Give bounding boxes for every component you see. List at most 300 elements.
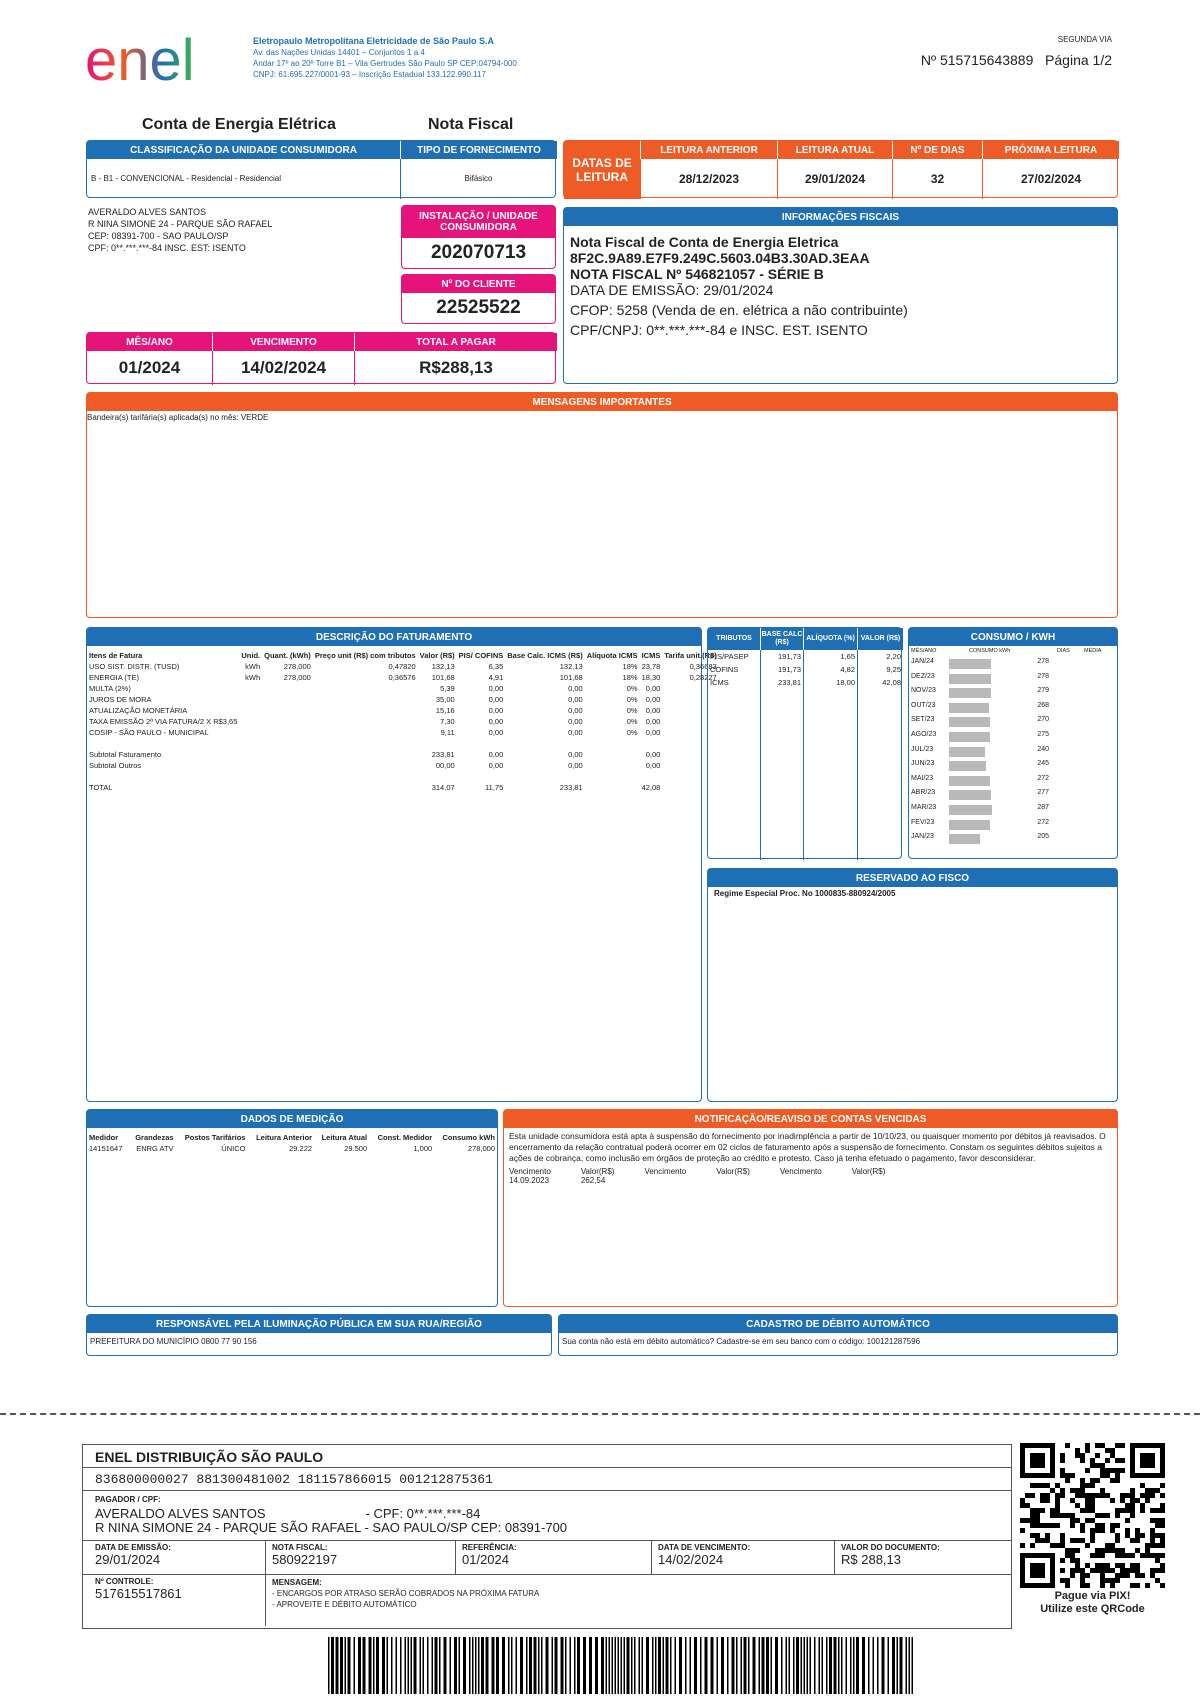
faturamento-cell: 0,00 xyxy=(488,728,504,737)
medicao-col-1: Grandezas xyxy=(135,1133,174,1142)
company-address-2: Andar 17º ao 20º Torre B1 – Vila Gertrudes São Paulo SP CEP:04794-000 xyxy=(253,59,517,68)
table-row xyxy=(87,672,719,683)
consumo-bar xyxy=(949,732,990,742)
nota-value: 580922197 xyxy=(272,1552,338,1567)
faturamento-cell: 18% xyxy=(622,673,638,682)
consumo-month: NOV/23 xyxy=(911,687,936,695)
faturamento-box xyxy=(86,627,717,1102)
cliente-endereco: R NINA SIMONE 24 - PARQUE SÃO RAFAEL xyxy=(88,219,273,229)
faturamento-cell: 233,81 xyxy=(559,783,583,792)
medicao-cell: ÚNICO xyxy=(221,1144,246,1153)
faturamento-cell xyxy=(262,727,313,738)
consumo-bar xyxy=(949,820,990,830)
num-cliente-box xyxy=(401,274,556,324)
faturamento-cell: 23,78 xyxy=(641,662,661,671)
tributos-cell: 2,20 xyxy=(886,652,901,661)
notificacao-col-vencimento-2: Vencimento xyxy=(644,1167,687,1176)
pix-qr-code[interactable] xyxy=(1020,1443,1165,1588)
faturamento-cell: 101,68 xyxy=(559,673,583,682)
medicao-col-3: Leitura Anterior xyxy=(256,1133,313,1142)
tributos-cell: COFINS xyxy=(710,665,739,674)
consumo-bar xyxy=(949,688,991,698)
mensagem-linha-2: - APROVEITE E DÉBITO AUTOMÁTICO xyxy=(272,1600,417,1609)
instalacao-header: INSTALAÇÃO / UNIDADE CONSUMIDORA xyxy=(402,206,555,238)
faturamento-cell xyxy=(239,705,262,716)
consumo-bar xyxy=(949,761,986,771)
medicao-header: DADOS DE MEDIÇÃO xyxy=(87,1110,497,1128)
pagador-label: PAGADOR / CPF: xyxy=(95,1495,161,1504)
notificacao-vencimento-1: 14.09.2023 xyxy=(509,1176,550,1185)
faturamento-col-7: Alíquota ICMS xyxy=(586,651,638,660)
tributos-cell: ICMS xyxy=(710,678,729,687)
faturamento-cell: 132,13 xyxy=(431,662,455,671)
faturamento-cell: 00,00 xyxy=(435,761,455,770)
notificacao-valor-1: 262,54 xyxy=(580,1176,606,1185)
medicao-col-4: Leitura Atual xyxy=(321,1133,368,1142)
consumo-col-3: MÉDIA xyxy=(1084,648,1102,654)
faturamento-cell xyxy=(262,782,313,793)
leitura-header-2: Nº DE DIAS xyxy=(892,141,982,159)
tributos-col-1: BASE CALC (R$) xyxy=(760,628,803,650)
faturamento-cell xyxy=(640,771,663,782)
barcode xyxy=(328,1637,916,1694)
consumo-month: MAR/23 xyxy=(911,804,937,811)
faturamento-cell: 0,00 xyxy=(645,761,661,770)
medicao-col-0: Medidor xyxy=(89,1133,119,1142)
consumo-box xyxy=(908,627,1118,859)
informacoes-fiscais-box xyxy=(563,207,1118,384)
faturamento-col-9: Tarifa unit.(R$) xyxy=(664,651,717,660)
cliente-cpf: CPF: 0**.***.***-84 INSC. EST: ISENTO xyxy=(88,243,246,253)
iluminacao-text: PREFEITURA DO MUNICÍPIO 0800 77 90 156 xyxy=(90,1337,257,1346)
notificacao-col-valor: Valor(R$) xyxy=(580,1167,615,1176)
pagador-nome: AVERALDO ALVES SANTOS xyxy=(95,1506,266,1521)
faturamento-cell: 0,00 xyxy=(645,750,661,759)
faturamento-cell xyxy=(313,727,418,738)
faturamento-cell: 0,00 xyxy=(488,750,504,759)
fiscal-cpf-cnpj: CPF/CNPJ: 0**.***.***-84 e INSC. EST. ISENTO xyxy=(570,322,868,338)
informacoes-fiscais-header: INFORMAÇÕES FISCAIS xyxy=(564,208,1117,226)
fiscal-data-emissao: DATA DE EMISSÃO: 29/01/2024 xyxy=(570,282,774,298)
faturamento-cell: 233,81 xyxy=(431,750,455,759)
medicao-cell: 29.500 xyxy=(344,1144,368,1153)
faturamento-cell: Subtotal Faturamento xyxy=(89,750,162,759)
cut-line xyxy=(0,1413,1200,1415)
medicao-cell: 29.222 xyxy=(289,1144,313,1153)
faturamento-cell: 0,00 xyxy=(645,728,661,737)
faturamento-cell xyxy=(262,771,313,782)
faturamento-cell: 0% xyxy=(626,684,638,693)
iluminacao-box xyxy=(86,1314,552,1356)
tributos-divider-3 xyxy=(857,650,858,860)
table-row xyxy=(87,771,719,782)
tipo-fornecimento-header: TIPO DE FORNECIMENTO xyxy=(400,141,557,159)
faturamento-cell: 0,00 xyxy=(568,717,583,726)
mensagens-text: Bandeira(s) tarifária(s) aplicada(s) no mês: VERDE xyxy=(87,413,269,422)
consumo-value: 245 xyxy=(1037,760,1049,768)
faturamento-col-4: Valor (R$) xyxy=(419,651,455,660)
leitura-value-1: 29/01/2024 xyxy=(777,159,892,199)
faturamento-cell: 101,68 xyxy=(431,673,455,682)
faturamento-cell: 15,16 xyxy=(435,706,455,715)
pix-text-1: Pague via PIX! xyxy=(1054,1590,1131,1602)
consumo-value: 275 xyxy=(1037,731,1049,738)
faturamento-cell: 42,08 xyxy=(641,783,661,792)
referencia-value: 01/2024 xyxy=(462,1552,509,1567)
table-row xyxy=(87,694,719,705)
notificacao-text: Esta unidade consumidora está apta à suspensão do fornecimento por inadimplência a partir de 10/10/23, ou quaisquer momento por débitos já reavisados. O encerramento da relação contratual poderá ocorrer em 02 ciclos de faturamento após a suspensão de fornecimento. Constam os seguintes débitos sujeitos a ações de cobrança, como inclusão em órgãos de proteção ao crédito e protesto. Caso já tenha efetuado o pagamento, favor desconsiderar. xyxy=(509,1131,1106,1163)
leitura-header-0: LEITURA ANTERIOR xyxy=(640,141,777,159)
mensagem-linha-1: - ENCARGOS POR ATRASO SERÃO COBRADOS NA PRÓXIMA FATURA xyxy=(272,1589,540,1598)
faturamento-cell xyxy=(313,738,418,749)
tipo-fornecimento-value: Bifásico xyxy=(464,174,493,183)
faturamento-cell xyxy=(239,727,262,738)
controle-value: 517615517861 xyxy=(95,1586,182,1601)
resumo-value-1: 14/02/2024 xyxy=(212,351,354,385)
medicao-col-6: Consumo kWh xyxy=(442,1133,495,1142)
faturamento-cell xyxy=(585,738,640,749)
faturamento-cell: 35,00 xyxy=(435,695,455,704)
faturamento-cell xyxy=(87,771,239,782)
faturamento-cell: 0,00 xyxy=(568,761,583,770)
fiscal-cfop: CFOP: 5258 (Venda de en. elétrica a não contribuinte) xyxy=(570,302,908,318)
resumo-header-2: TOTAL A PAGAR xyxy=(354,333,557,351)
consumo-month: ABR/23 xyxy=(911,789,936,797)
fisco-box xyxy=(707,868,1118,1102)
nota-label: NOTA FISCAL: xyxy=(272,1543,328,1552)
pagador-endereco: R NINA SIMONE 24 - PARQUE SÃO RAFAEL - SAO PAULO/SP CEP: 08391-700 xyxy=(95,1520,568,1535)
iluminacao-header: RESPONSÁVEL PELA ILUMINAÇÃO PÚBLICA EM SUA RUA/REGIÃO xyxy=(87,1315,551,1333)
resumo-box xyxy=(86,332,556,384)
faturamento-cell: USO SIST. DISTR. (TUSD) xyxy=(89,662,180,671)
faturamento-cell xyxy=(313,749,418,760)
boleto-title: ENEL DISTRIBUIÇÃO SÃO PAULO xyxy=(83,1445,1011,1468)
valor-value: R$ 288,13 xyxy=(841,1552,901,1567)
consumo-bar xyxy=(949,659,991,669)
table-row xyxy=(87,782,719,793)
debito-header: CADASTRO DE DÉBITO AUTOMÁTICO xyxy=(559,1315,1117,1333)
debito-text: Sua conta não está em débito automático? Cadastre-se em seu banco com o código: 100121287596 xyxy=(562,1337,921,1346)
tributos-divider-2 xyxy=(803,650,804,860)
consumo-bar xyxy=(949,717,990,727)
classificacao-header: CLASSIFICAÇÃO DA UNIDADE CONSUMIDORA xyxy=(87,141,400,159)
faturamento-cell: kWh xyxy=(245,662,261,671)
table-row xyxy=(87,661,719,672)
faturamento-cell xyxy=(585,760,640,771)
resumo-value-2: R$288,13 xyxy=(354,351,557,385)
faturamento-cell xyxy=(239,738,262,749)
faturamento-cell: 6,35 xyxy=(488,662,504,671)
faturamento-cell: 0,00 xyxy=(488,695,504,704)
fisco-text: Regime Especial Proc. No 1000835-880924/2005 xyxy=(714,889,896,898)
faturamento-cell xyxy=(313,694,418,705)
faturamento-cell xyxy=(262,760,313,771)
table-row xyxy=(87,738,719,749)
faturamento-cell xyxy=(239,749,262,760)
faturamento-cell: Subtotal Outros xyxy=(89,761,142,770)
faturamento-cell: 18% xyxy=(622,662,638,671)
tributos-box xyxy=(707,627,902,859)
faturamento-cell: 0,00 xyxy=(568,684,583,693)
notificacao-col-vencimento-3: Vencimento xyxy=(779,1167,822,1176)
faturamento-cell xyxy=(313,705,418,716)
faturamento-cell xyxy=(457,771,506,782)
consumo-col-0: MÊS/ANO xyxy=(911,648,937,654)
faturamento-cell: TOTAL xyxy=(89,783,113,792)
pagador-cpf: - CPF: 0**.***.***-84 xyxy=(365,1506,481,1521)
medicao-cell: 278,000 xyxy=(467,1144,495,1153)
svg-text:enel: enel xyxy=(85,28,195,93)
faturamento-col-2: Quant. (kWh) xyxy=(264,651,311,660)
table-row xyxy=(87,705,719,716)
faturamento-cell xyxy=(585,782,640,793)
consumo-value: 277 xyxy=(1037,789,1049,797)
faturamento-cell: kWh xyxy=(245,673,261,682)
linha-digitavel[interactable]: 836800000027 881300481002 181157866015 001212875361 xyxy=(83,1468,1011,1491)
notificacao-col-valor-2: Valor(R$) xyxy=(716,1167,750,1176)
faturamento-cell: 0,28227 xyxy=(689,673,717,682)
faturamento-cell: 0,00 xyxy=(568,728,583,737)
tributos-col-0: TRIBUTOS xyxy=(716,635,752,642)
faturamento-cell xyxy=(585,749,640,760)
faturamento-cell xyxy=(418,771,457,782)
emissao-label: DATA DE EMISSÃO: xyxy=(95,1543,171,1552)
faturamento-cell xyxy=(239,771,262,782)
faturamento-cell: 0,00 xyxy=(645,695,661,704)
table-row xyxy=(87,760,719,771)
classificacao-box xyxy=(86,140,556,198)
cliente-nome: AVERALDO ALVES SANTOS xyxy=(88,207,207,217)
num-cliente-header: Nº DO CLIENTE xyxy=(402,275,555,293)
title-nota-fiscal: Nota Fiscal xyxy=(428,116,514,133)
mensagem-label: MENSAGEM: xyxy=(272,1578,322,1587)
fisco-header: RESERVADO AO FISCO xyxy=(708,869,1117,887)
faturamento-cell xyxy=(262,716,313,727)
table-row xyxy=(87,749,719,760)
page-number: Página 1/2 xyxy=(1045,52,1112,68)
faturamento-cell: 0,00 xyxy=(488,684,504,693)
valor-label: VALOR DO DOCUMENTO: xyxy=(841,1543,940,1552)
fiscal-nota-numero: NOTA FISCAL Nº 546821057 - SÉRIE B xyxy=(570,266,824,282)
faturamento-cell: TAXA EMISSÃO 2ª VIA FATURA/2 X R$3,65 xyxy=(89,717,238,726)
faturamento-cell xyxy=(239,716,262,727)
faturamento-cell xyxy=(313,771,418,782)
emissao-value: 29/01/2024 xyxy=(95,1552,161,1567)
table-row xyxy=(87,727,719,738)
faturamento-cell xyxy=(239,683,262,694)
faturamento-header: DESCRIÇÃO DO FATURAMENTO xyxy=(87,628,701,646)
consumo-value: 240 xyxy=(1037,745,1049,753)
tributos-cell: 233,81 xyxy=(778,678,801,687)
faturamento-cell: ATUALIZAÇÃO MONETÁRIA xyxy=(89,706,188,715)
faturamento-cell xyxy=(239,760,262,771)
consumo-bar xyxy=(949,703,989,713)
instalacao-value: 202070713 xyxy=(430,242,527,263)
copy-label: SEGUNDA VIA xyxy=(1057,35,1112,44)
medicao-cell: 14151647 xyxy=(89,1144,123,1153)
faturamento-cell: ENERGIA (TE) xyxy=(89,673,140,682)
faturamento-cell xyxy=(262,738,313,749)
table-row xyxy=(87,716,719,727)
consumo-value: 272 xyxy=(1037,774,1049,782)
leitura-value-3: 27/02/2024 xyxy=(982,159,1119,199)
referencia-label: REFERÊNCIA: xyxy=(462,1543,517,1552)
enel-logo xyxy=(85,28,225,93)
faturamento-cell xyxy=(418,738,457,749)
medicao-cell: ENRG ATV xyxy=(136,1144,174,1153)
tributos-cell: 1,65 xyxy=(840,652,855,661)
faturamento-cell: 314,07 xyxy=(431,783,455,792)
consumo-month: OUT/23 xyxy=(911,701,936,709)
leitura-value-2: 32 xyxy=(892,159,982,199)
consumo-bar xyxy=(949,747,985,757)
consumo-bar xyxy=(949,790,991,800)
tributos-cell: 191,73 xyxy=(778,665,801,674)
faturamento-cell xyxy=(640,738,663,749)
notificacao-header: NOTIFICAÇÃO/REAVISO DE CONTAS VENCIDAS xyxy=(504,1110,1117,1128)
fiscal-access-key: 8F2C.9A89.E7F9.249C.5603.04B3.30AD.3EAA xyxy=(570,250,870,266)
table-row xyxy=(87,683,719,694)
consumo-bar xyxy=(949,776,990,786)
faturamento-cell: 0% xyxy=(626,717,638,726)
title-conta: Conta de Energia Elétrica xyxy=(142,116,336,133)
faturamento-cell: 0,36683 xyxy=(689,662,717,671)
mensagens-header: MENSAGENS IMPORTANTES xyxy=(87,393,1117,411)
faturamento-cell xyxy=(313,760,418,771)
faturamento-cell: 132,13 xyxy=(559,662,583,671)
pix-text-2: Utilize este QRCode xyxy=(1040,1603,1145,1615)
faturamento-col-8: ICMS xyxy=(641,651,661,660)
faturamento-cell: 278,000 xyxy=(283,673,311,682)
boleto xyxy=(82,1444,1012,1629)
vencimento-label: DATA DE VENCIMENTO: xyxy=(658,1543,751,1552)
faturamento-cell: 0% xyxy=(626,728,638,737)
faturamento-cell: 0,00 xyxy=(568,750,583,759)
faturamento-cell: COSIP - SÃO PAULO - MUNICIPAL xyxy=(89,728,209,737)
faturamento-cell xyxy=(239,694,262,705)
faturamento-cell xyxy=(313,683,418,694)
notificacao-box xyxy=(503,1109,1118,1307)
faturamento-cell: 5,39 xyxy=(440,684,455,693)
vencimento-value: 14/02/2024 xyxy=(658,1552,724,1567)
notificacao-col-valor-3: Valor(R$) xyxy=(851,1167,886,1176)
faturamento-cell: 0,36576 xyxy=(388,673,416,682)
consumo-month: DEZ/23 xyxy=(911,672,935,680)
faturamento-cell: 0% xyxy=(626,706,638,715)
notificacao-col-vencimento: Vencimento xyxy=(509,1167,551,1176)
faturamento-cell: 0,00 xyxy=(568,706,583,715)
tributos-cell: 9,25 xyxy=(886,665,901,674)
medicao-col-5: Const. Medidor xyxy=(377,1133,433,1142)
faturamento-cell: 4,91 xyxy=(488,673,504,682)
faturamento-cell: 0% xyxy=(626,695,638,704)
company-cnpj: CNPJ: 61.695.227/0001-93 – Inscrição Estadual 133.122.990.117 xyxy=(253,70,486,79)
consumo-value: 268 xyxy=(1037,701,1049,709)
instalacao-box xyxy=(401,205,556,269)
faturamento-cell xyxy=(313,716,418,727)
faturamento-cell: 0,00 xyxy=(488,706,504,715)
tributos-cell: PIS/PASEP xyxy=(710,652,749,661)
datas-leitura-box xyxy=(563,140,1118,198)
tributos-col-2: ALÍQUOTA (%) xyxy=(803,628,857,650)
consumo-month: MAI/23 xyxy=(911,774,934,782)
medicao-cell: 1,000 xyxy=(413,1144,433,1153)
faturamento-col-6: Base Calc. ICMS (R$) xyxy=(507,651,583,660)
consumo-value: 270 xyxy=(1037,716,1049,724)
medicao-box xyxy=(86,1109,498,1307)
faturamento-col-0: Itens de Fatura xyxy=(89,651,143,660)
controle-label: Nº CONTROLE: xyxy=(95,1577,154,1586)
consumo-col-2: DIAS xyxy=(1057,648,1070,654)
faturamento-col-5: PIS/ COFINS xyxy=(458,651,504,660)
faturamento-cell xyxy=(313,782,418,793)
tributos-cell: 191,73 xyxy=(778,652,801,661)
tributos-cell: 18,00 xyxy=(836,678,855,687)
leitura-header-1: LEITURA ATUAL xyxy=(777,141,892,159)
consumo-month: JAN/23 xyxy=(911,833,934,841)
faturamento-cell xyxy=(262,683,313,694)
consumo-col-1: CONSUMO kWh xyxy=(969,648,1011,654)
consumo-month: SET/23 xyxy=(911,716,935,724)
classificacao-value: B - B1 - CONVENCIONAL - Residencial - Residencial xyxy=(91,174,281,183)
faturamento-cell: 18,30 xyxy=(641,673,661,682)
faturamento-cell xyxy=(87,738,239,749)
faturamento-cell xyxy=(262,694,313,705)
consumo-value: 272 xyxy=(1037,818,1049,826)
consumo-value: 287 xyxy=(1037,804,1049,811)
tributos-col-3: VALOR (R$) xyxy=(857,628,903,650)
datas-leitura-label: DATAS DE LEITURA xyxy=(564,141,640,199)
consumo-bar xyxy=(949,805,992,815)
faturamento-cell xyxy=(239,782,262,793)
resumo-header-0: MÊS/ANO xyxy=(87,333,212,351)
consumo-month: JAN/24 xyxy=(911,658,934,665)
faturamento-cell xyxy=(585,771,640,782)
consumo-value: 278 xyxy=(1037,672,1049,680)
faturamento-cell: 0,00 xyxy=(645,684,661,693)
faturamento-cell: 0,00 xyxy=(568,695,583,704)
consumo-header: CONSUMO / KWH xyxy=(909,628,1117,646)
leitura-header-3: PRÓXIMA LEITURA xyxy=(982,141,1119,159)
faturamento-cell: 0,00 xyxy=(645,706,661,715)
consumo-bar xyxy=(949,834,980,844)
faturamento-cell: 11,75 xyxy=(485,783,504,792)
faturamento-cell: 7,30 xyxy=(440,717,455,726)
company-name: Eletropaulo Metropolitana Eletricidade de São Paulo S.A xyxy=(253,36,495,46)
faturamento-col-3: Preço unit (R$) com tributos xyxy=(314,651,416,660)
faturamento-col-1: Unid. xyxy=(241,651,261,660)
faturamento-cell: 0,47820 xyxy=(388,662,416,671)
consumo-value: 279 xyxy=(1037,687,1049,695)
faturamento-cell xyxy=(457,738,506,749)
faturamento-cell: JUROS DE MORA xyxy=(89,695,152,704)
faturamento-cell: 9,11 xyxy=(440,728,455,737)
consumo-bar xyxy=(949,674,991,684)
num-cliente-value: 22525522 xyxy=(436,297,521,318)
consumo-month: JUL/23 xyxy=(911,745,934,753)
consumo-value: 278 xyxy=(1037,658,1049,665)
tributos-cell: 42,08 xyxy=(882,678,901,687)
debito-box xyxy=(558,1314,1118,1356)
faturamento-cell: 0,00 xyxy=(488,761,504,770)
consumo-month: JUN/23 xyxy=(911,760,935,768)
faturamento-cell: 0,00 xyxy=(645,717,661,726)
faturamento-cell: 278,000 xyxy=(283,662,311,671)
faturamento-cell xyxy=(505,738,584,749)
consumo-month: FEV/23 xyxy=(911,818,935,826)
faturamento-cell xyxy=(262,705,313,716)
company-address-1: Av. das Nações Unidas 14401 – Conjuntos 1 a 4 xyxy=(253,48,425,57)
